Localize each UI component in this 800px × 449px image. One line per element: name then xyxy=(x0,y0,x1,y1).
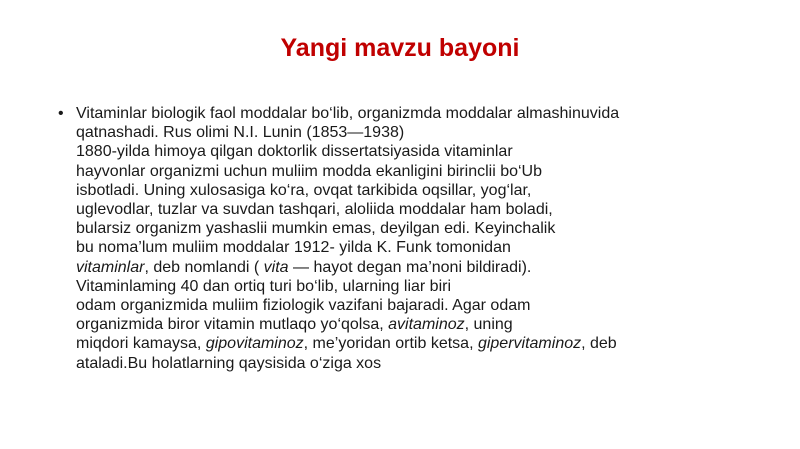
text-run: , deb nomlandi ( xyxy=(144,258,264,276)
text-run: — hayot degan ma’noni bildiradi). xyxy=(288,258,532,276)
italic-term: vitaminlar xyxy=(76,258,145,276)
italic-term: avitaminoz xyxy=(388,316,465,334)
text-run: , deb xyxy=(581,335,617,353)
bullet-text xyxy=(76,104,736,373)
text-run: miqdori kamaysa, xyxy=(76,335,206,353)
text-run: , me’yoridan ortib ketsa, xyxy=(303,335,478,353)
text-line: bu noma’lum muliim moddalar 1912- yilda K. Funk tomonidan xyxy=(76,239,511,257)
text-run: organizmida biror vitamin mutlaqo yo‘qolsa, xyxy=(76,316,389,334)
text-run: , uning xyxy=(464,316,513,334)
italic-term: gipovitaminoz xyxy=(205,335,304,353)
italic-term: gipervitaminoz xyxy=(477,335,582,353)
text-line: 1880-yilda himoya qilgan doktorlik dissertatsiyasida vitaminlar xyxy=(76,143,513,161)
text-line: odam organizmida muliim fiziologik vazifani bajaradi. Agar odam xyxy=(76,297,531,315)
text-line: isbotladi. Uning xulosasiga ko‘ra, ovqat tarkibida oqsillar, yog‘lar, xyxy=(76,181,532,199)
text-line: ataladi.Bu holatlarning qaysisida o‘ziga xos xyxy=(76,354,382,372)
slide-title: Yangi mavzu bayoni xyxy=(280,34,520,62)
italic-term: vita xyxy=(263,258,289,276)
text-line: hayvonlar organizmi uchun muliim modda ekanligini birinclii bo‘Ub xyxy=(76,162,542,180)
text-line: qatnashadi. Rus olimi N.I. Lunin (1853—1938) xyxy=(76,124,405,142)
text-line: bularsiz organizm yashaslii mumkin emas, deyilgan edi. Keyinchalik xyxy=(76,220,556,238)
text-line: Vitaminlar biologik faol moddalar bo‘lib, organizmda moddalar almashinuvida xyxy=(76,105,620,122)
text-line xyxy=(76,258,736,277)
text-line: uglevodlar, tuzlar va suvdan tashqari, aloliida moddalar ham boladi, xyxy=(76,201,553,219)
text-line xyxy=(76,315,736,334)
text-line xyxy=(76,334,736,353)
bullet-marker: • xyxy=(58,105,64,122)
text-line: Vitaminlaming 40 dan ortiq turi bo‘lib, ularning liar biri xyxy=(76,277,452,295)
